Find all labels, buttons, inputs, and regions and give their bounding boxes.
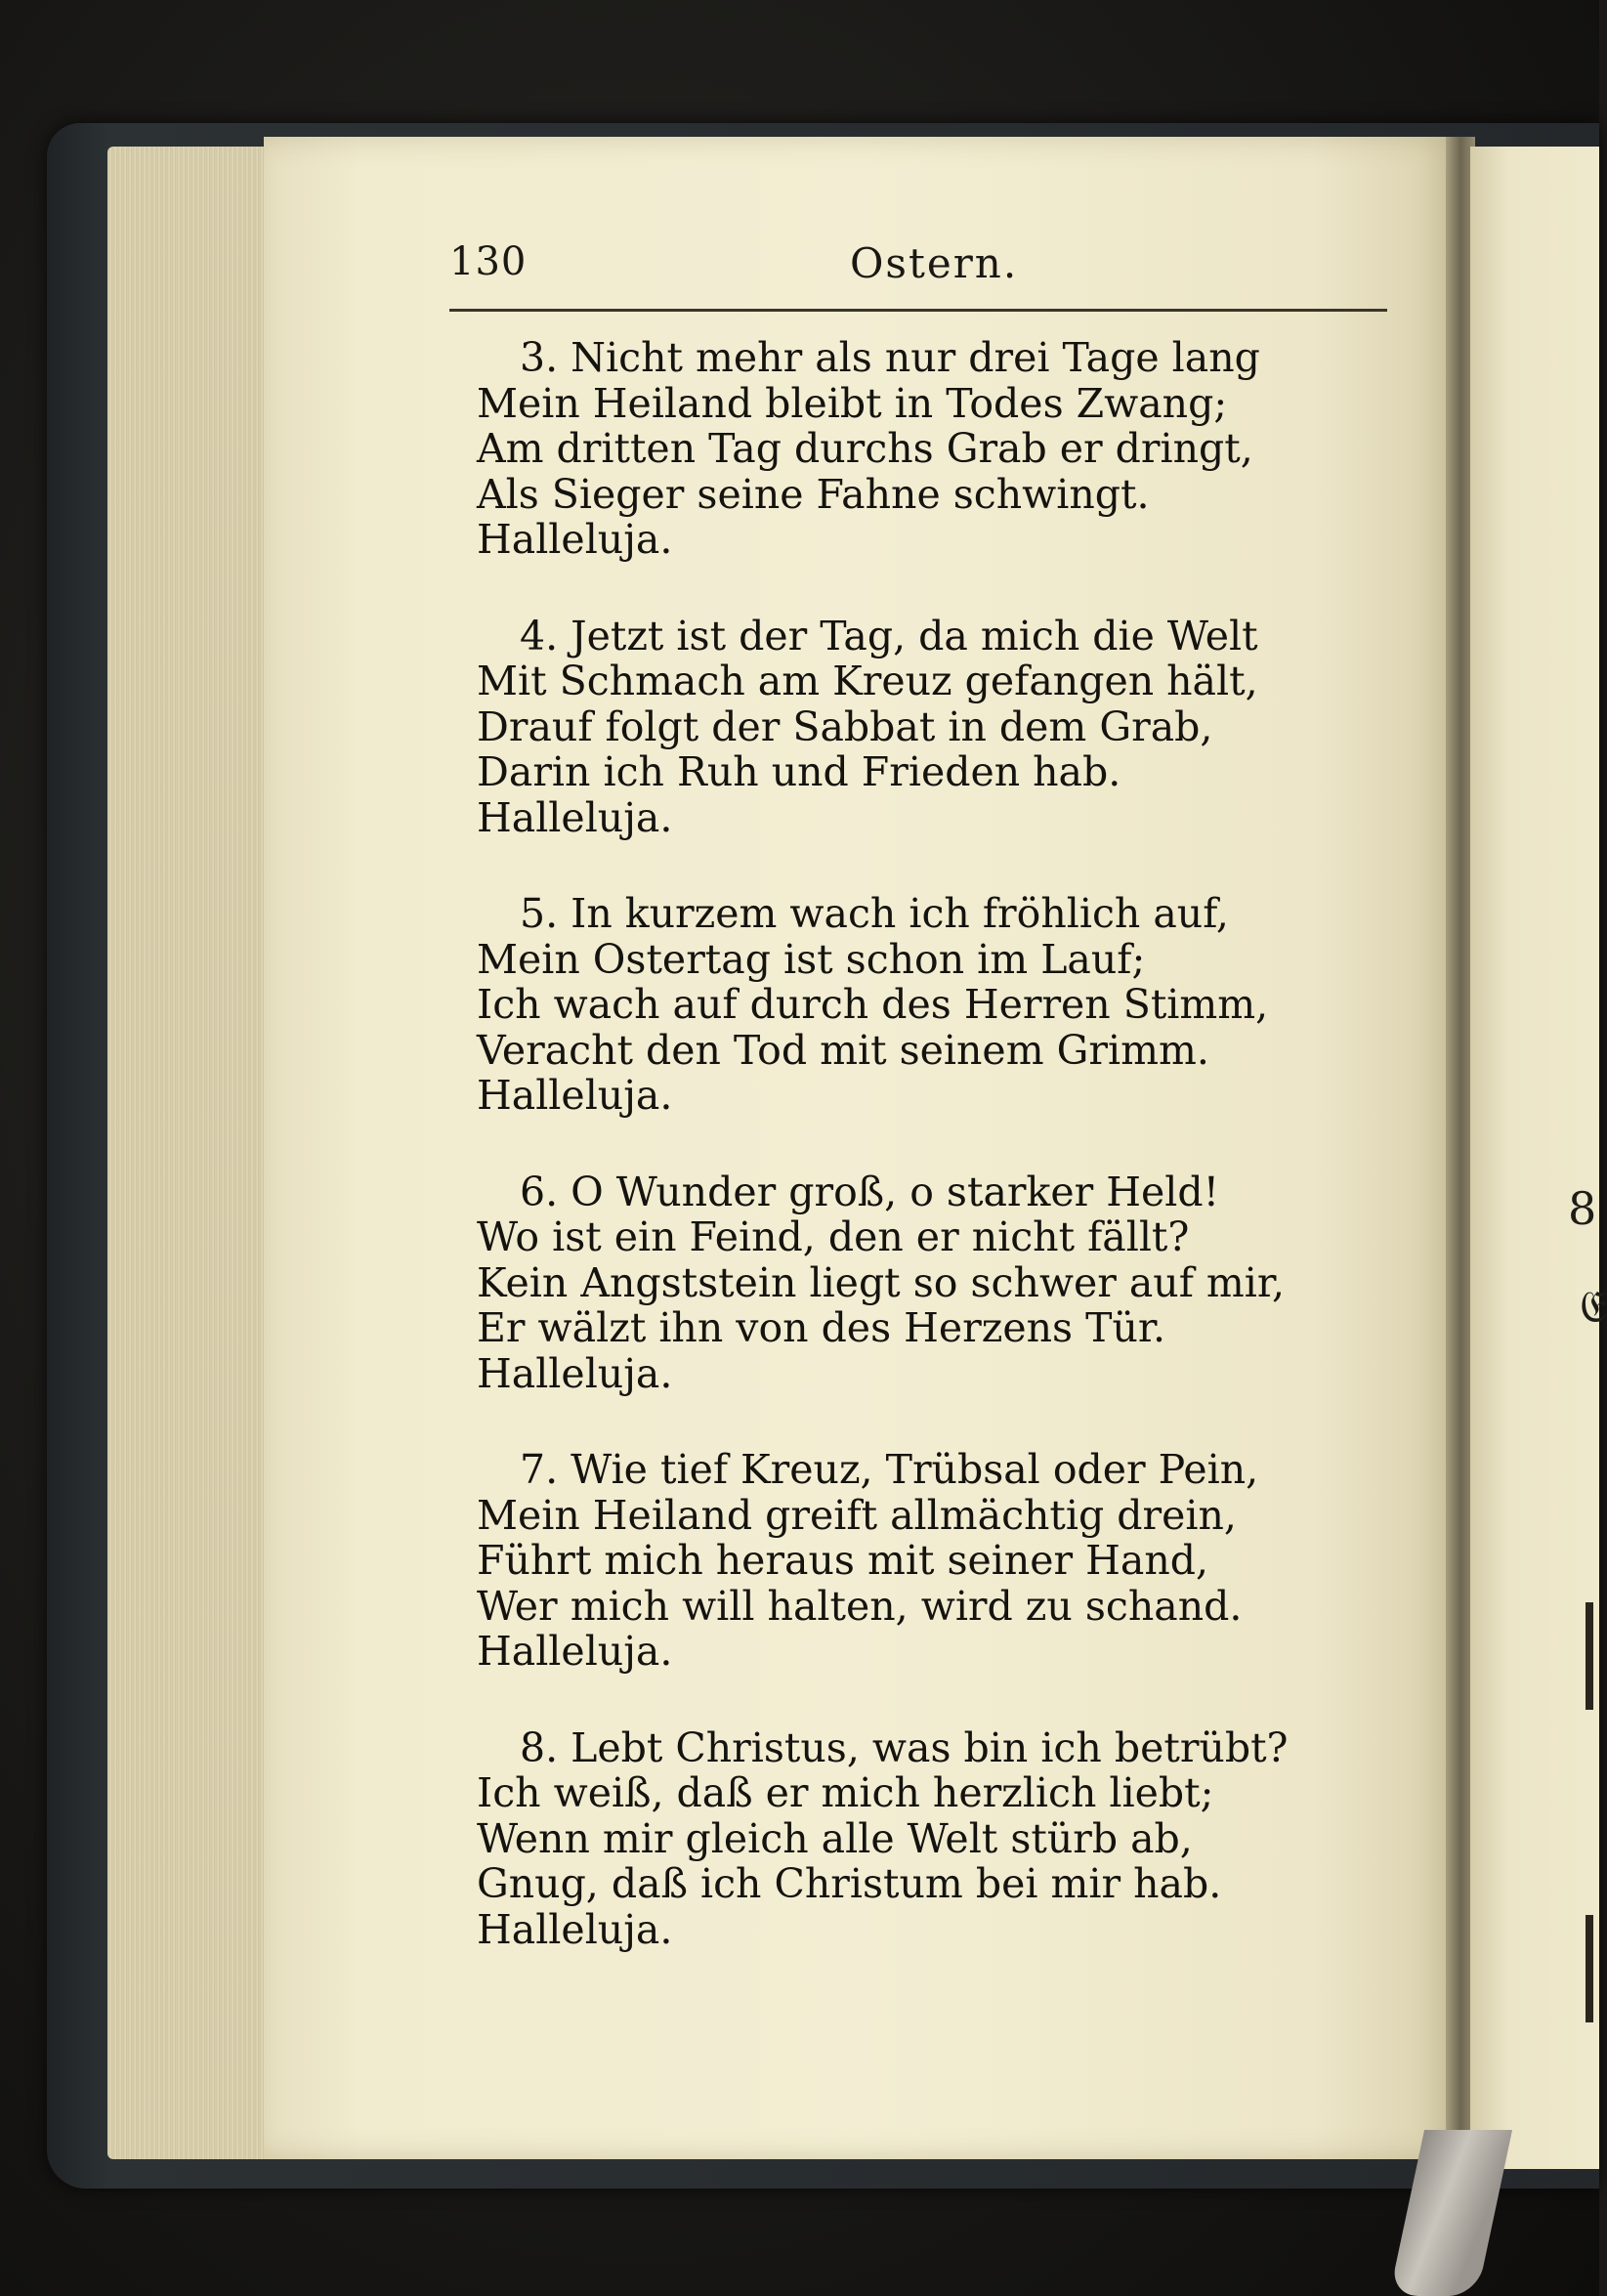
verse-line: Mein Heiland bleibt in Todes Zwang; xyxy=(477,379,1228,427)
verse-line: Wenn mir gleich alle Welt stürb ab, xyxy=(477,1814,1193,1862)
verse-line: 4. Jetzt ist der Tag, da mich die Welt xyxy=(520,612,1258,659)
verse-line: Ich wach auf durch des Herren Stimm, xyxy=(477,981,1269,1028)
verse-line: 3. Nicht mehr als nur drei Tage lang xyxy=(520,334,1260,381)
verse-line: Halleluja. xyxy=(477,1628,673,1675)
right-page-fragment-icon xyxy=(1586,1602,1593,1710)
verse-line: Darin ich Ruh und Frieden hab. xyxy=(477,748,1121,795)
verse-line: Wer mich will halten, wird zu schand. xyxy=(477,1582,1243,1630)
page-header xyxy=(449,239,1387,298)
verse-line: 6. O Wunder groß, o starker Held! xyxy=(520,1168,1220,1215)
verse-line: 5. In kurzem wach ich fröhlich auf, xyxy=(520,890,1229,937)
verse-line: Am dritten Tag durchs Grab er dringt, xyxy=(477,425,1253,472)
verse-line: Halleluja. xyxy=(477,1905,673,1953)
stanza xyxy=(477,891,1356,1119)
verse-line: Halleluja. xyxy=(477,1072,673,1119)
stanza xyxy=(477,1447,1356,1675)
right-page-edge xyxy=(1470,147,1607,2169)
verse-line: Halleluja. xyxy=(477,516,673,563)
verse-line: Mein Ostertag ist schon im Lauf; xyxy=(477,935,1146,983)
verse-line: Ich weiß, daß er mich herzlich liebt; xyxy=(477,1769,1214,1816)
stanza xyxy=(477,1725,1356,1953)
verse-line: Mein Heiland greift allmächtig drein, xyxy=(477,1491,1237,1539)
verse-line: 8. Lebt Christus, was bin ich betrübt? xyxy=(520,1723,1289,1771)
header-rule xyxy=(449,309,1387,312)
right-page-fragment-icon xyxy=(1586,1915,1593,2022)
stanza xyxy=(477,1169,1356,1397)
stanza xyxy=(477,614,1356,841)
verse-line: Halleluja. xyxy=(477,793,673,841)
stanza xyxy=(477,335,1356,563)
running-title: Ostern. xyxy=(850,239,1019,287)
verse-line: Als Sieger seine Fahne schwingt. xyxy=(477,470,1150,518)
verse-line: Führt mich heraus mit seiner Hand, xyxy=(477,1537,1209,1584)
page-edges xyxy=(107,147,283,2159)
right-page-fragment-icon: 8 xyxy=(1568,1182,1597,1235)
verse-line: Mit Schmach am Kreuz gefangen hält, xyxy=(477,658,1258,704)
right-page-fragment-icon: 𝔈 xyxy=(1580,1280,1607,1333)
verse-line: Wo ist ein Feind, den er nicht fällt? xyxy=(477,1213,1190,1260)
verse-line: Kein Angststein liegt so schwer auf mir, xyxy=(477,1258,1286,1306)
verse-line: 7. Wie tief Kreuz, Trübsal oder Pein, xyxy=(520,1446,1259,1493)
hymn-verses xyxy=(477,335,1356,1952)
verse-line: Gnug, daß ich Christum bei mir hab. xyxy=(477,1860,1222,1907)
verse-line: Drauf folgt der Sabbat in dem Grab, xyxy=(477,702,1213,750)
verse-line: Halleluja. xyxy=(477,1349,673,1397)
verse-line: Veracht den Tod mit seinem Grimm. xyxy=(477,1026,1209,1074)
verse-line: Er wälzt ihn von des Herzens Tür. xyxy=(477,1304,1165,1351)
page-number: 130 xyxy=(449,239,528,284)
